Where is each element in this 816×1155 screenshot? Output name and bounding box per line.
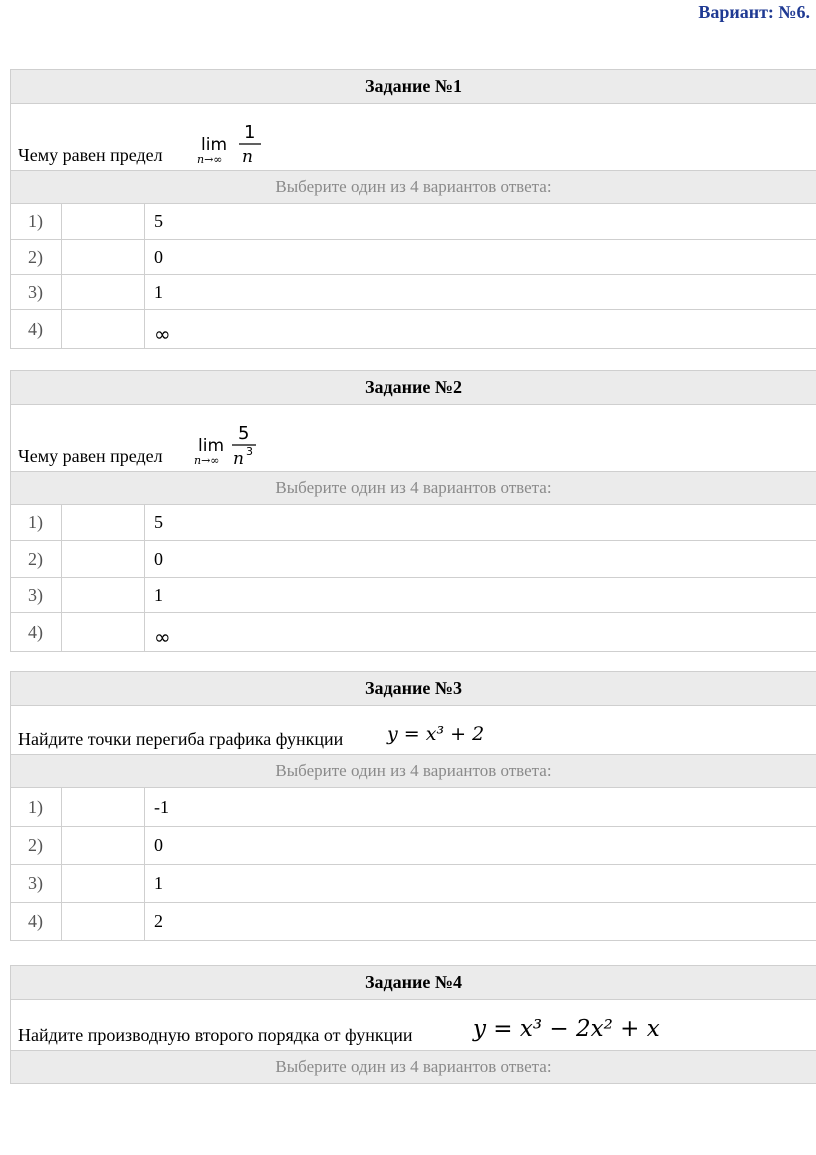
choose-label: Выберите один из 4 вариантов ответа:	[11, 472, 816, 505]
option-value: 0	[154, 246, 163, 267]
option-number: 1)	[11, 505, 62, 540]
option-value: 5	[154, 512, 163, 532]
limit-subscript: n→∞	[197, 153, 223, 166]
option-value: 0	[154, 548, 163, 569]
option-cell	[62, 541, 145, 577]
option-row[interactable]	[11, 275, 816, 310]
option-number: 3)	[11, 275, 62, 309]
limit-lim: lim	[198, 436, 225, 456]
function-formula: y = x³ − 2x² + x	[473, 1016, 660, 1042]
option-value: 1	[154, 873, 163, 893]
choose-label: Выберите один из 4 вариантов ответа:	[11, 755, 816, 788]
task-3	[10, 671, 816, 941]
option-row[interactable]	[11, 827, 816, 865]
function-formula: y = x³ + 2	[387, 723, 485, 745]
option-cell	[62, 788, 145, 826]
option-row[interactable]	[11, 310, 816, 348]
task-title: Задание №1	[11, 70, 816, 104]
option-cell	[62, 903, 145, 940]
limit-formula	[181, 409, 271, 471]
option-row[interactable]	[11, 204, 816, 240]
option-cell	[62, 505, 145, 540]
option-number: 2)	[11, 827, 62, 864]
option-number: 1)	[11, 788, 62, 826]
option-number: 4)	[11, 613, 62, 651]
question	[11, 104, 816, 171]
task-title: Задание №2	[11, 371, 816, 405]
option-number: 1)	[11, 204, 62, 239]
option-row[interactable]	[11, 240, 816, 275]
option-row[interactable]	[11, 505, 816, 541]
option-number: 4)	[11, 903, 62, 940]
question-text: Найдите точки перегиба графика функции	[18, 729, 344, 749]
option-cell	[62, 310, 145, 348]
option-cell	[62, 578, 145, 612]
option-cell	[62, 204, 145, 239]
fraction-numerator: 1	[244, 122, 256, 143]
question-text: Найдите производную второго порядка от функции	[18, 1025, 413, 1045]
option-value: ∞	[154, 625, 171, 649]
option-number: 3)	[11, 578, 62, 612]
limit-subscript: n→∞	[194, 454, 220, 467]
option-value: 1	[154, 584, 163, 605]
question	[11, 706, 816, 755]
option-number: 2)	[11, 240, 62, 274]
task-title: Задание №4	[11, 966, 816, 1000]
option-value: 1	[154, 281, 163, 302]
option-row[interactable]	[11, 865, 816, 903]
question-text: Чему равен предел	[18, 145, 163, 165]
option-number: 3)	[11, 865, 62, 902]
option-row[interactable]	[11, 541, 816, 578]
option-number: 4)	[11, 310, 62, 348]
option-cell	[62, 275, 145, 309]
task-4	[10, 965, 816, 1084]
option-number: 2)	[11, 541, 62, 577]
option-value: 0	[154, 835, 163, 855]
option-row[interactable]	[11, 578, 816, 613]
option-cell	[62, 865, 145, 902]
option-cell	[62, 240, 145, 274]
option-value: -1	[154, 796, 169, 817]
option-value: ∞	[154, 322, 171, 346]
choose-label: Выберите один из 4 вариантов ответа:	[11, 1051, 816, 1083]
task-2	[10, 370, 816, 652]
option-value: 5	[154, 211, 163, 231]
question	[11, 1000, 816, 1051]
task-title: Задание №3	[11, 672, 816, 706]
fraction-denominator: n	[233, 449, 244, 469]
option-row[interactable]	[11, 788, 816, 827]
option-row[interactable]	[11, 903, 816, 940]
denominator-exponent: 3	[246, 445, 253, 458]
option-value: 2	[154, 911, 163, 931]
variant-title: Вариант: №6.	[698, 2, 810, 22]
question	[11, 405, 816, 472]
choose-label: Выберите один из 4 вариантов ответа:	[11, 171, 816, 204]
option-cell	[62, 613, 145, 651]
option-cell	[62, 827, 145, 864]
limit-formula	[189, 110, 269, 170]
question-text: Чему равен предел	[18, 446, 163, 466]
fraction-numerator: 5	[238, 423, 250, 444]
limit-lim: lim	[201, 135, 228, 155]
fraction-denominator: n	[242, 147, 253, 167]
option-row[interactable]	[11, 613, 816, 651]
task-1	[10, 69, 816, 349]
